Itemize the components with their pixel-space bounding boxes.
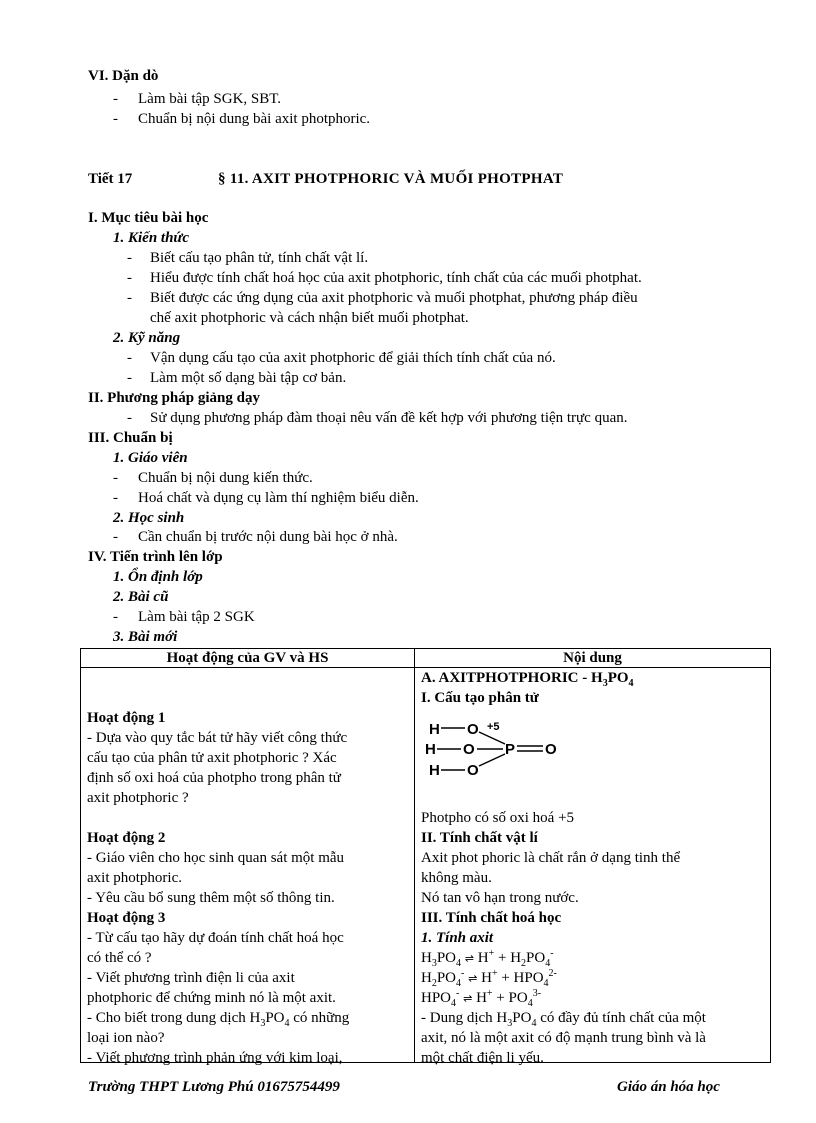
atom-o: O: [467, 721, 479, 738]
section-heading-tien-trinh: IV. Tiến trình lên lớp: [88, 549, 223, 565]
list-item: Vận dụng cấu tạo của axit photphoric để giải thích tính chất của nó.: [150, 350, 556, 366]
text-line: - Viết phương trình điện li của axit: [87, 970, 295, 986]
activity-1-title: Hoạt động 1: [87, 710, 166, 726]
subsection-giao-vien: 1. Giáo viên: [113, 450, 188, 466]
atom-o: O: [463, 741, 475, 758]
activity-3-title: Hoạt động 3: [87, 910, 166, 926]
bullet-dash: -: [113, 91, 118, 107]
list-item: Biết cấu tạo phân tử, tính chất vật lí.: [150, 250, 369, 266]
subsection-bai-cu: 2. Bài cũ: [113, 589, 169, 605]
cau-tao-title: I. Cấu tạo phân tử: [421, 690, 539, 706]
text-line: cấu tạo của phân tử axit photphoric ? Xác: [87, 750, 337, 766]
subsection-hoc-sinh: 2. Học sinh: [113, 510, 185, 526]
text-line: axit, nó là một axit có độ mạnh trung bình và là: [421, 1030, 706, 1046]
text-line: - Từ cấu tạo hãy dự đoán tính chất hoá học: [87, 930, 344, 946]
text-line: - Yêu cầu bổ sung thêm một số thông tin.: [87, 890, 335, 906]
right-column: [415, 668, 771, 1066]
lesson-table: [80, 648, 771, 1066]
tinh-axit-title: 1. Tính axit: [421, 930, 494, 946]
bullet-dash: -: [113, 609, 118, 625]
oxidation-note: Photpho có số oxi hoá +5: [421, 810, 575, 826]
bullet-dash: -: [127, 290, 132, 306]
equilibrium-arrow-icon: ⇌: [463, 992, 473, 1005]
subsection-bai-moi: 3. Bài mới: [113, 629, 178, 645]
list-item: Biết được các ứng dụng của axit photphoric và muối photphat, phương pháp điều: [150, 290, 638, 306]
ion-question-start: - Cho biết trong dung dịch H: [87, 1010, 261, 1026]
list-item-continuation: chế axit photphoric và cách nhận biết muối photphat.: [150, 310, 469, 326]
bond-o-p: [479, 732, 505, 744]
activity-2-title: Hoạt động 2: [87, 830, 166, 846]
atom-o: O: [545, 741, 557, 758]
footer-doc-type: Giáo án hóa học: [617, 1079, 720, 1095]
list-item: Làm một số dạng bài tập cơ bản.: [150, 370, 347, 386]
hoa-hoc-title: III. Tính chất hoá học: [421, 910, 562, 926]
bullet-dash: -: [127, 250, 132, 266]
list-item: Cần chuẩn bị trước nội dung bài học ở nhà.: [138, 529, 398, 545]
text-line: - Dung dịch $H_3PO_4$ có đầy đủ tính chất của một: [421, 1010, 706, 1029]
left-column: [81, 668, 415, 1066]
text-line: - Dựa vào quy tắc bát tử hãy viết công thức: [87, 730, 348, 746]
oxidation-state-label: +5: [487, 721, 500, 733]
text-line: - Cho biết trong dung dịch $H_3PO_4$ có những: [87, 1010, 350, 1029]
ion-question-end: có những: [289, 1010, 350, 1026]
bullet-dash: -: [127, 410, 132, 426]
equation-1: $H_3PO_4$ ⇌ $H^+ + H_2PO_4^-$: [421, 948, 554, 969]
equilibrium-arrow-icon: ⇌: [464, 952, 474, 965]
footer-school: Trường THPT Lương Phú 01675754499: [88, 1079, 340, 1095]
list-item: Làm bài tập SGK, SBT.: [138, 91, 282, 107]
subsection-kien-thuc: 1. Kiến thức: [113, 230, 190, 246]
equilibrium-arrow-icon: ⇌: [468, 972, 478, 985]
subsection-ky-nang: 2. Kỹ năng: [113, 330, 181, 346]
equation-2: $H_2PO_4^-$ ⇌ $H^+ + HPO_4^{2-}$: [421, 968, 557, 989]
lesson-title: § 11. AXIT PHOTPHORIC VÀ MUỐI PHOTPHAT: [218, 171, 564, 187]
text-line: một chất điện li yếu.: [421, 1050, 544, 1066]
atom-p: P: [505, 741, 516, 758]
section-heading-chuan-bi: III. Chuẩn bị: [88, 430, 173, 446]
bullet-dash: -: [113, 490, 118, 506]
subsection-on-dinh: 1. Ổn định lớp: [113, 569, 203, 585]
list-item: Làm bài tập 2 SGK: [138, 609, 255, 625]
table-header-content: Nội dung: [415, 649, 771, 668]
lesson-period: Tiết 17: [88, 171, 133, 187]
text-line: photphoric để chứng minh nó là một axit.: [87, 990, 336, 1006]
acid-note-start: - Dung dịch H: [421, 1010, 508, 1026]
table-header-activities: Hoạt động của GV và HS: [81, 649, 415, 668]
list-item: Hoá chất và dụng cụ làm thí nghiệm biểu diễn.: [138, 490, 419, 506]
bullet-dash: -: [127, 370, 132, 386]
text-line: Nó tan vô hạn trong nước.: [421, 890, 579, 906]
section-a-label: A. AXITPHOTPHORIC - H: [421, 670, 603, 686]
bullet-dash: -: [113, 470, 118, 486]
list-item: Chuẩn bị nội dung bài axit photphoric.: [138, 111, 371, 127]
bond-o-p: [479, 754, 505, 766]
acid-note-end: có đầy đủ tính chất của một: [536, 1010, 706, 1026]
atom-o: O: [467, 762, 479, 779]
atom-h: H: [429, 762, 440, 779]
text-line: không màu.: [421, 870, 492, 886]
equation-3: $HPO_4^-$ ⇌ $H^+ + PO_4^{3-}$: [421, 988, 542, 1009]
section-a-title: A. AXITPHOTPHORIC - $H_3PO_4$: [421, 670, 634, 689]
text-line: Axit phot phoric là chất rắn ở dạng tinh thể: [421, 850, 681, 866]
section-heading-phuong-phap: II. Phương pháp giảng dạy: [88, 390, 260, 406]
list-item: Chuẩn bị nội dung kiến thức.: [138, 470, 313, 486]
bullet-dash: -: [127, 270, 132, 286]
text-line: loại ion nào?: [87, 1030, 165, 1046]
section-heading-muc-tieu: I. Mục tiêu bài học: [88, 210, 209, 226]
text-line: - Giáo viên cho học sinh quan sát một mẫu: [87, 850, 345, 866]
h3po4-structure-diagram: [421, 716, 571, 782]
bullet-dash: -: [113, 529, 118, 545]
section-heading-dan-do: VI. Dặn dò: [88, 68, 159, 84]
vat-li-title: II. Tính chất vật lí: [421, 830, 538, 846]
list-item: Hiểu được tính chất hoá học của axit photphoric, tính chất của các muối photphat.: [150, 270, 642, 286]
bullet-dash: -: [113, 111, 118, 127]
text-line: có thể có ?: [87, 950, 152, 966]
list-item: Sử dụng phương pháp đàm thoại nêu vấn đề kết hợp với phương tiện trực quan.: [150, 410, 628, 426]
text-line: định số oxi hoá của photpho trong phân tử: [87, 770, 341, 786]
atom-h: H: [429, 721, 440, 738]
atom-h: H: [425, 741, 436, 758]
bullet-dash: -: [127, 350, 132, 366]
text-line: axit photphoric ?: [87, 790, 189, 806]
text-line: - Viết phương trình phản ứng với kim loại,: [87, 1050, 343, 1066]
text-line: axit photphoric.: [87, 870, 182, 886]
